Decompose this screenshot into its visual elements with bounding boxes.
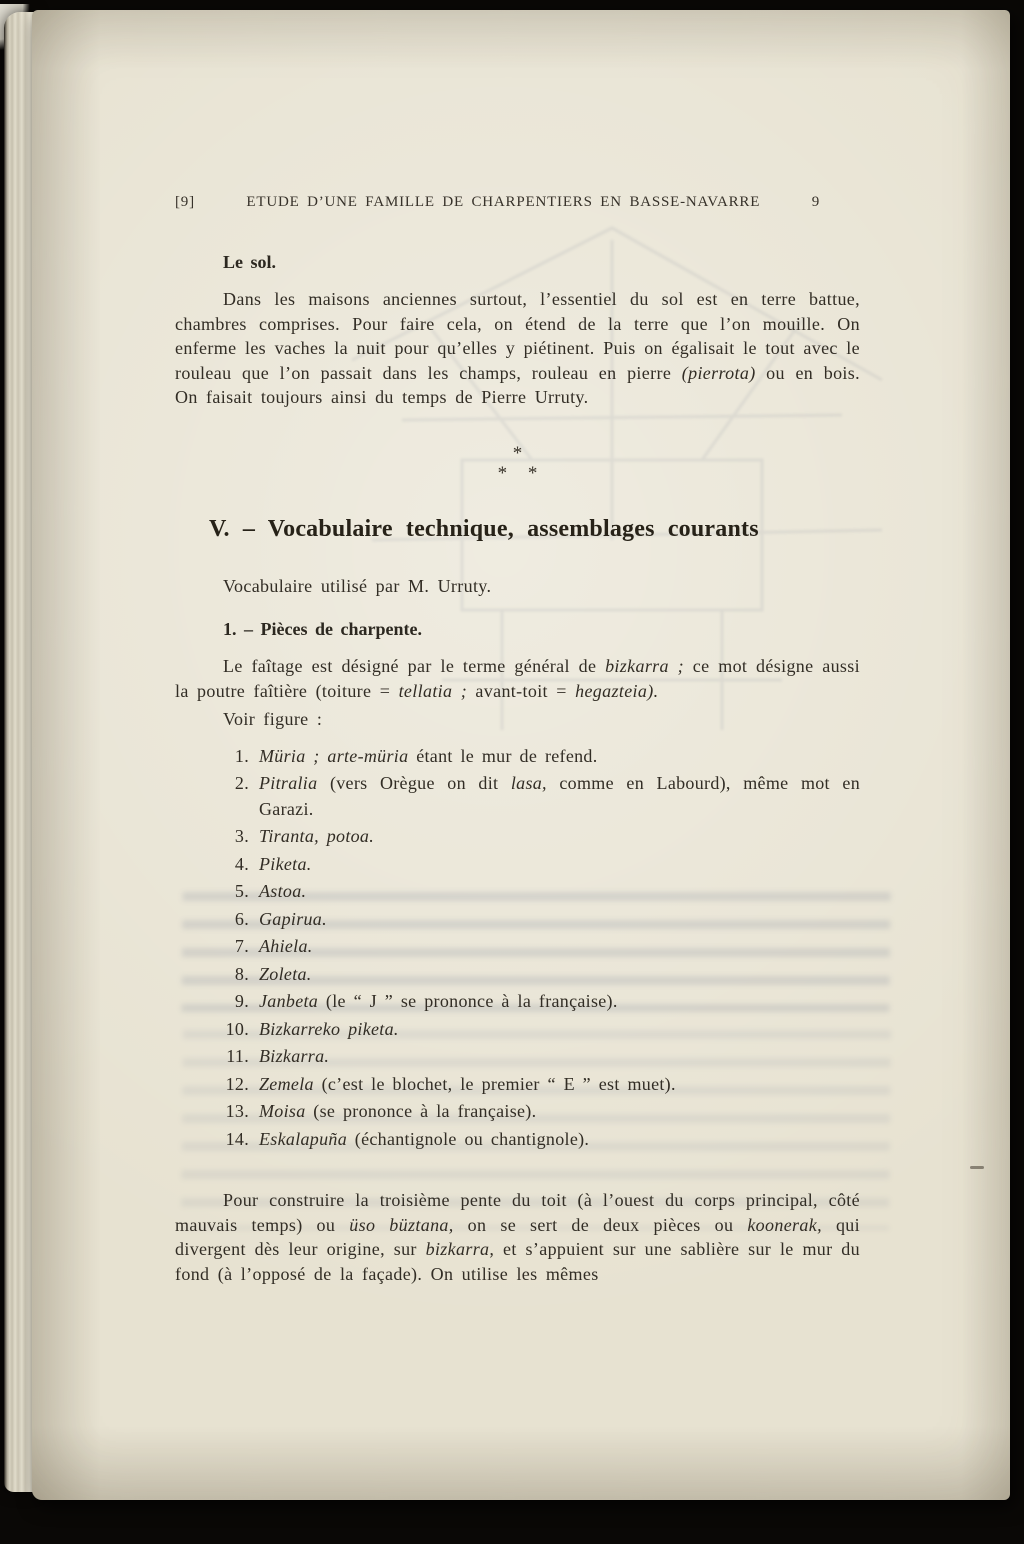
item-number: 6. [234,908,249,929]
section-separator [175,444,860,484]
item-text: Müria ; arte-müria étant le mur de refend. [259,745,598,766]
separator-star-top: * [512,442,523,464]
item-number: 9. [234,991,249,1011]
document-page [32,10,1010,1500]
section-heading-le-sol: Le sol. [223,252,277,272]
item-text: Janbeta (le “ J ” se prononce à la française). [259,991,618,1011]
vocabulary-item [222,1044,860,1070]
item-number: 3. [234,826,249,846]
item-text: Gapirua. [259,908,327,929]
vocab-intro: Vocabulaire utilisé par M. Urruty. [223,575,492,596]
item-text: Pitralia (vers Orègue on dit lasa, comme en Labourd), même mot en Garazi. [259,773,860,819]
vocabulary-item [222,852,860,878]
vocabulary-item [222,771,860,822]
vocabulary-item [222,879,860,905]
paragraph-closing: Pour construire la troisième pente du toit (à l’ouest du corps principal, côté mauvais temps) ou üso büztana, on se sert de deux pièces ou koonerak, qui divergent dès leur origine, sur bizkarra, et s’appuient sur une sablière sur le mur du fond (à l’opposé de la façade). On utilise les mêmes [175,1190,860,1284]
vocabulary-item [222,1127,860,1153]
vocabulary-item [222,934,860,960]
vocabulary-item [222,1099,860,1125]
vocabulary-item [222,1017,860,1043]
item-number: 10. [225,1018,249,1039]
item-number: 14. [225,1128,249,1149]
voir-figure-line: Voir figure : [223,709,323,729]
vocabulary-item [222,1072,860,1098]
item-text: Ahiela. [259,936,313,956]
vocabulary-item [222,824,860,850]
item-number: 8. [234,963,249,984]
item-text: Eskalapuña (échantignole ou chantignole). [259,1128,590,1149]
item-text: Piketa. [259,853,312,874]
item-number: 1. [234,745,249,766]
vocabulary-item [222,907,860,933]
book-page-edges [4,12,34,1492]
item-text: Zoleta. [259,963,312,984]
item-text: Bizkarreko piketa. [259,1018,399,1039]
paragraph-faitage: Le faîtage est désigné par le terme général de bizkarra ; ce mot désigne aussi la poutre faîtière (toiture = tellatia ; avant-toit = hegazteia). [175,656,860,701]
item-text: Astoa. [259,881,307,901]
item-number: 7. [234,936,249,956]
folio-bracket: [9] [175,194,195,210]
vocabulary-item [222,744,860,770]
page-header [175,194,860,211]
vocabulary-list [222,744,860,1153]
page-number: 9 [811,194,820,210]
item-number: 5. [234,881,249,901]
item-number: 4. [234,853,249,874]
item-number: 13. [225,1101,249,1121]
item-number: 2. [234,773,249,793]
page-content [32,10,1010,1500]
vocabulary-item [222,962,860,988]
running-title: ETUDE D’UNE FAMILLE DE CHARPENTIERS EN BASSE-NAVARRE [246,194,761,210]
item-text: Moisa (se prononce à la française). [259,1101,537,1121]
subsection-heading-pieces: 1. – Pièces de charpente. [223,619,422,639]
separator-star-bottom: * * [497,462,538,484]
paragraph-le-sol: Dans les maisons anciennes surtout, l’essentiel du sol est en terre battue, chambres comprises. Pour faire cela, on étend de la terre que l’on mouille. On enferme les vaches la nuit pour qu’elles y piétinent. Puis on égalisait le tout avec le rouleau que l’on passait dans les champs, rouleau en pierre (pierrota) ou en bois. On faisait toujours ainsi du temps de Pierre Urruty. [175,289,860,407]
vocabulary-item [222,989,860,1015]
chapter-heading: V. – Vocabulaire technique, assemblages courants [209,515,759,542]
item-number: 12. [225,1073,249,1094]
item-text: Zemela (c’est le blochet, le premier “ E ” est muet). [259,1073,676,1094]
item-number: 11. [226,1046,249,1066]
item-text: Tiranta, potoa. [259,826,375,846]
item-text: Bizkarra. [259,1046,330,1066]
